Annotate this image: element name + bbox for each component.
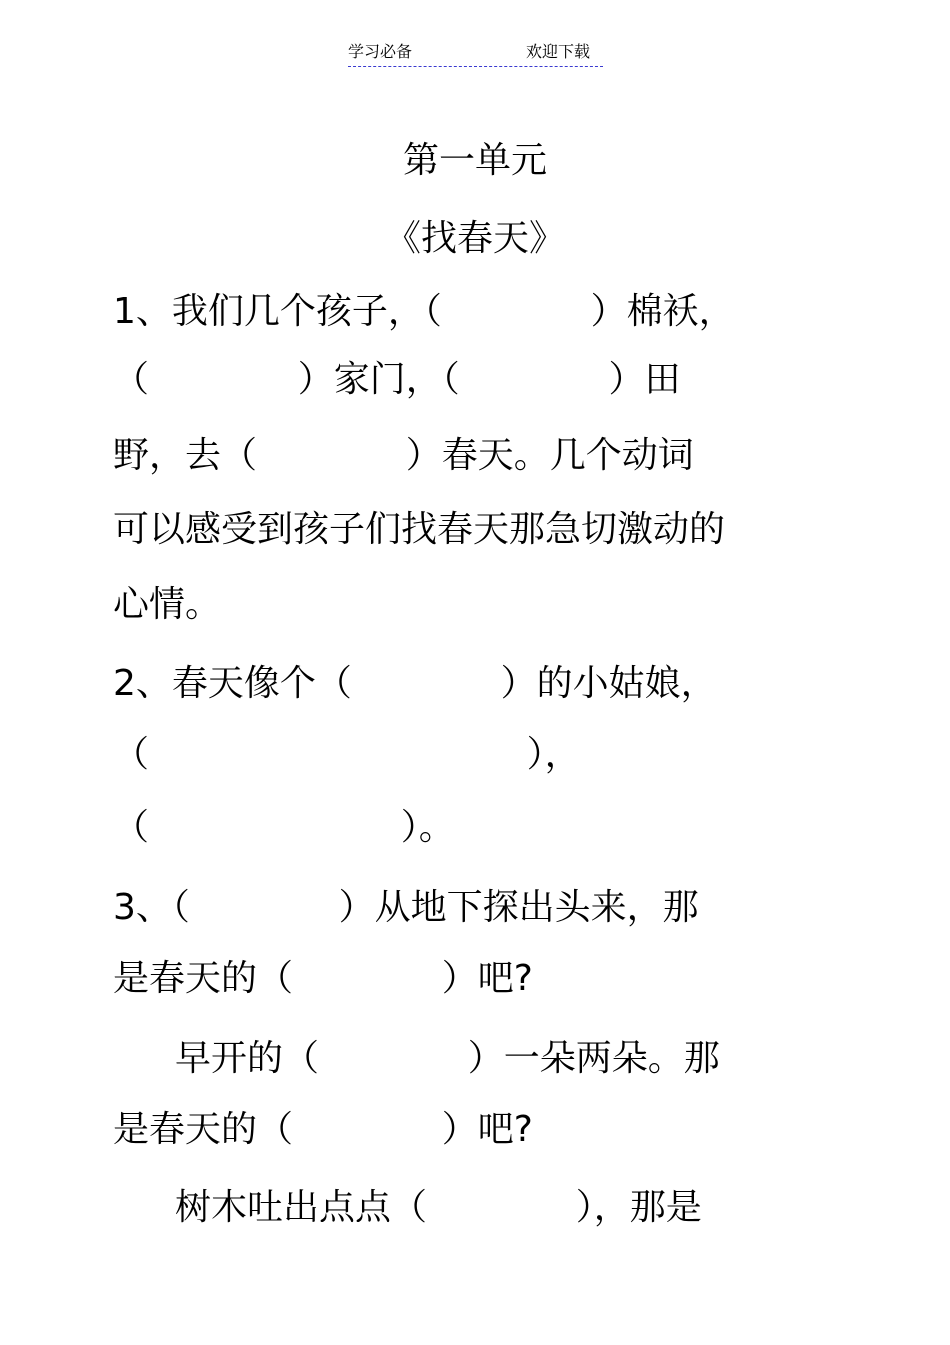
exercise-line: 心情。 [113, 584, 222, 625]
exercise-line: （ ）， [113, 734, 581, 775]
lesson-title: 《找春天》 [384, 218, 565, 259]
exercise-line: 1、我们几个孩子，（ ）棉袄， [113, 291, 735, 332]
unit-title: 第一单元 [402, 140, 547, 181]
exercise-line: 2、春天像个（ ）的小姑娘， [113, 663, 717, 704]
exercise-line: （ ）。 [113, 807, 455, 848]
header-left-text: 学习必备 [348, 42, 413, 61]
exercise-line: 是春天的（ ）吧? [113, 958, 533, 999]
exercise-line: 早开的（ ）一朵两朵。那 [175, 1038, 720, 1079]
exercise-line: 是春天的（ ）吧? [113, 1109, 533, 1150]
exercise-line: 可以感受到孩子们找春天那急切激动的 [113, 509, 726, 550]
exercise-line: 树木吐出点点（ ），那是 [175, 1187, 702, 1228]
exercise-line: （ ）家门，（ ）田 [113, 359, 681, 400]
exercise-line: 3、（ ）从地下探出头来，那 [113, 887, 699, 928]
header-right-text: 欢迎下载 [526, 42, 591, 61]
exercise-line: 野，去（ ）春天。几个动词 [113, 435, 694, 476]
page-header [348, 42, 603, 67]
